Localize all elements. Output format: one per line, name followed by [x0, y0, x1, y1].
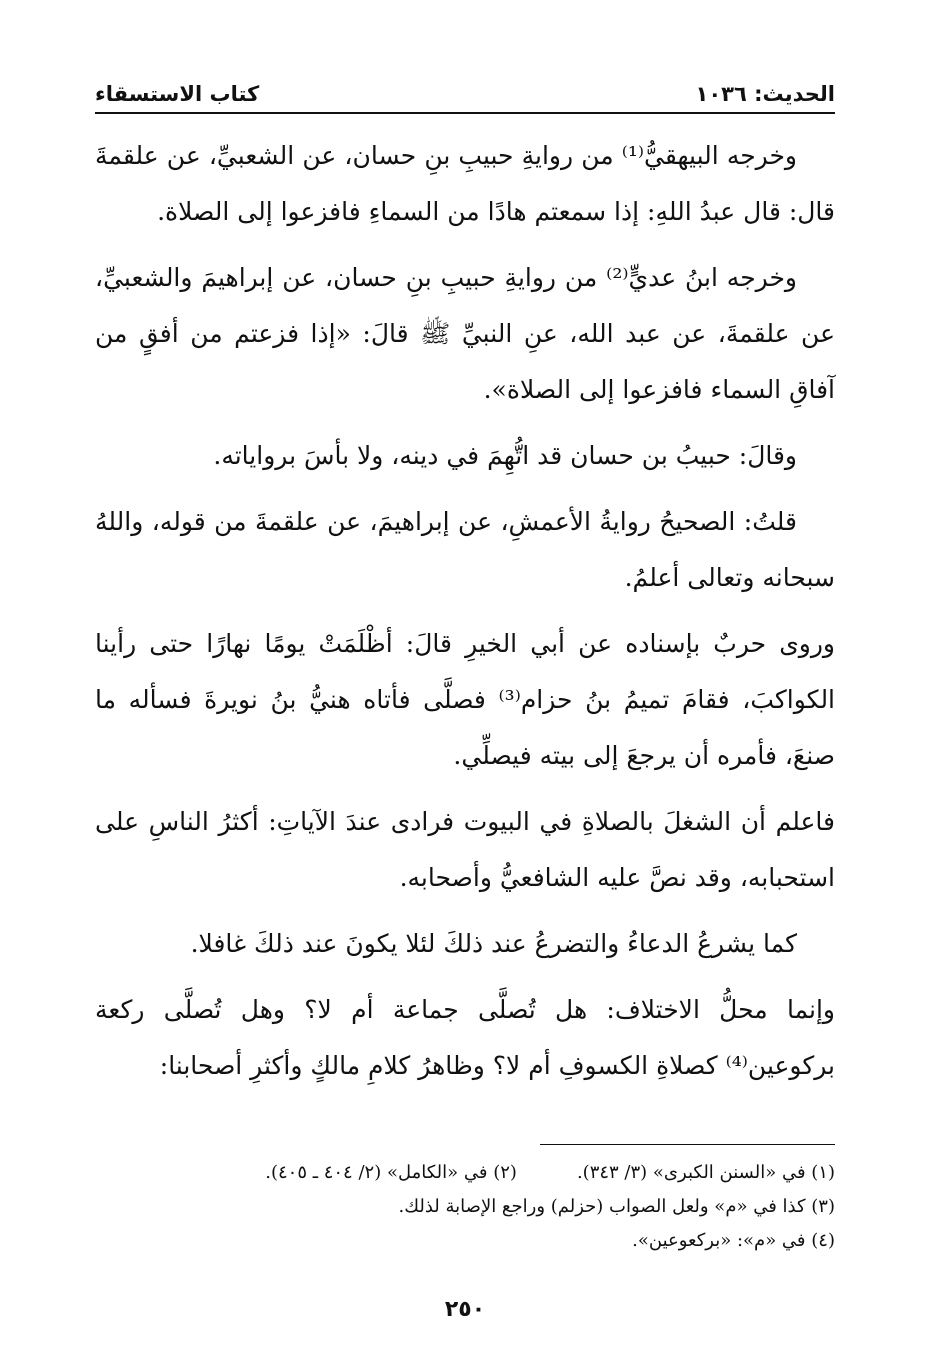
paragraph: وخرجه البيهقيُّ⁽¹⁾ من روايةِ حبيبِ بنِ حسان، عن الشعبيِّ، عن علقمةَ قال: قال عبدُ اللهِ: إذا سمعتم هادًا من السماءِ فافزعوا إلى الصلاة.	[95, 141, 835, 226]
page-number: ٢٥٠	[444, 1297, 486, 1322]
footnote-row	[95, 1156, 835, 1190]
paragraph: وقالَ: حبيبُ بن حسان قد اتُّهِمَ في دينه، ولا بأسَ برواياته.	[213, 441, 797, 470]
header-divider	[95, 112, 835, 114]
paragraph: قلتُ: الصحيحُ روايةُ الأعمشِ، عن إبراهيمَ، عن علقمةَ من قوله، واللهُ سبحانه وتعالى أعلمُ.	[95, 507, 835, 592]
paragraph: وخرجه ابنُ عديٍّ⁽²⁾ من روايةِ حبيبِ بنِ حسان، عن إبراهيمَ والشعبيِّ، عن علقمةَ، عن عبد الله، عنِ النبيِّ ﷺ قالَ: «إذا فزعتم من أفقٍ من آفاقِ السماء فافزعوا إلى الصلاة».	[95, 263, 835, 404]
footnote-1: (١) في «السنن الكبرى» (٣/ ٣٤٣).	[576, 1162, 835, 1183]
chapter-title: كتاب الاستسقاء	[95, 82, 260, 106]
hadith-number: الحديث: ١٠٣٦	[695, 82, 835, 106]
paragraph: وروى حربٌ بإسناده عن أبي الخيرِ قالَ: أظْلَمَتْ يومًا نهارًا حتى رأينا الكواكبَ، فقامَ تميمُ بنُ حزام⁽³⁾ فصلَّى فأتاه هنيُّ بنُ نويرةَ فسأله ما صنعَ، فأمره أن يرجعَ إلى بيته فيصلِّي.	[95, 629, 836, 770]
main-text	[95, 128, 835, 1094]
footnote-3: (٣) كذا في «م» ولعل الصواب (حزلم) وراجع الإصابة لذلك.	[398, 1196, 835, 1217]
paragraph: كما يشرعُ الدعاءُ والتضرعُ عند ذلكَ لئلا يكونَ عند ذلكَ غافلا.	[190, 929, 797, 958]
footnote-2: (٢) في «الكامل» (٢/ ٤٠٤ ـ ٤٠٥).	[265, 1162, 517, 1183]
book-page	[95, 72, 836, 1322]
footnotes	[95, 1156, 835, 1258]
paragraph: وإنما محلُّ الاختلاف: هل تُصلَّى جماعة أم لا؟ وهل تُصلَّى ركعة بركوعين⁽⁴⁾ كصلاةِ الكسوفِ أم لا؟ وظاهرُ كلامِ مالكٍ وأكثرِ أصحابنا:	[95, 995, 835, 1080]
footnote-divider	[540, 1144, 835, 1145]
paragraph: فاعلم أن الشغلَ بالصلاةِ في البيوت فرادى عندَ الآياتِ: أكثرُ الناسِ على استحبابه، وقد نصَّ عليه الشافعيُّ وأصحابه.	[95, 807, 835, 892]
running-header	[95, 72, 835, 106]
footnote-4: (٤) في «م»: «بركعوعين».	[632, 1230, 835, 1251]
